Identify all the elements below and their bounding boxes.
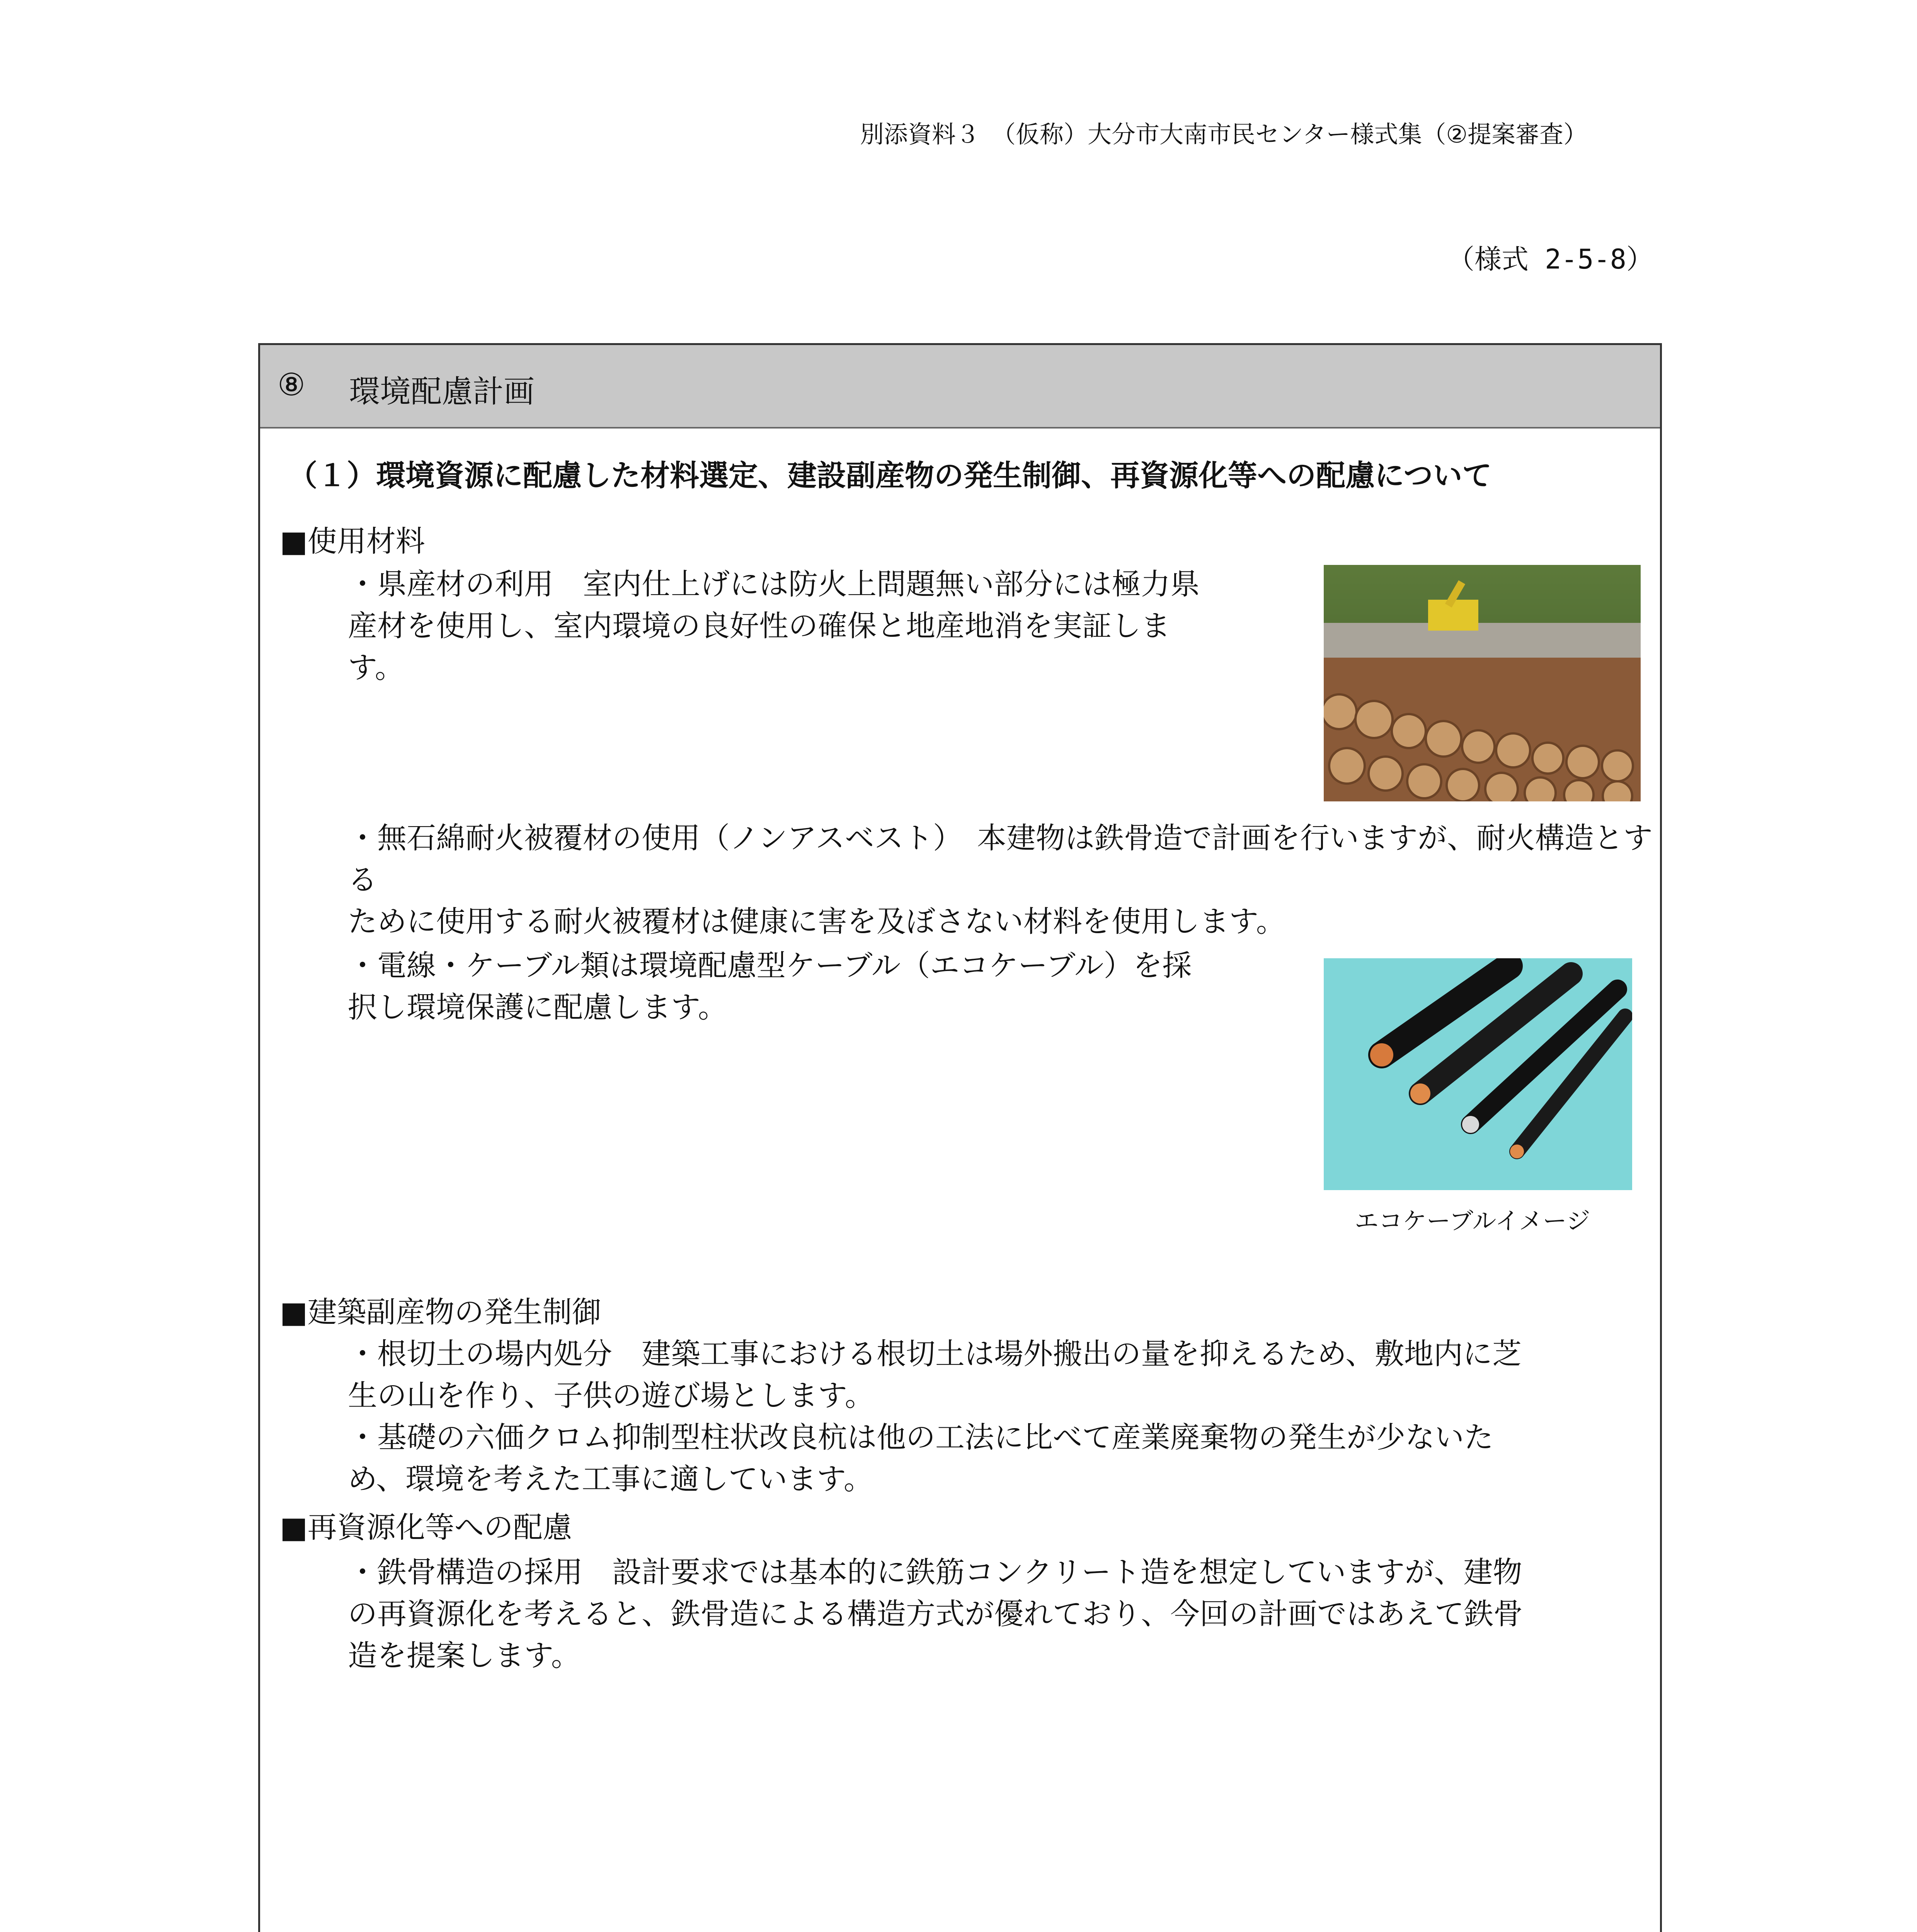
recycling-text xyxy=(348,1551,1662,1677)
text-line: の再資源化を考えると、鉄骨造による構造方式が優れており、今回の計画ではあえて鉄骨 xyxy=(348,1597,1523,1631)
section-title-bar xyxy=(260,345,1660,429)
recycling-heading: ■再資源化等への配慮 xyxy=(280,1510,572,1544)
text-line: 産材を使用し、室内環境の良好性の確保と地産地消を実証しま xyxy=(348,609,1170,643)
text-line: ために使用する耐火被覆材は健康に害を及ぼさない材料を使用します。 xyxy=(348,904,1285,939)
text-line: ・基礎の六価クロム抑制型柱状改良杭は他の工法に比べて産業廃棄物の発生が少ないた xyxy=(348,1420,1493,1454)
text-line: め、環境を考えた工事に適しています。 xyxy=(348,1462,873,1496)
text-line: 造を提案します。 xyxy=(348,1638,581,1673)
text-line: 択し環境保護に配慮します。 xyxy=(348,990,727,1024)
material-item-eco-cable xyxy=(348,945,1314,1028)
form-number: （様式 2-5-8） xyxy=(1447,243,1653,275)
material-item-non-asbestos xyxy=(348,817,1662,942)
section-title: 環境配慮計画 xyxy=(349,374,535,410)
materials-heading: ■使用材料 xyxy=(280,524,425,558)
text-line: す。 xyxy=(348,650,404,685)
text-line: ・根切土の場内処分 建築工事における根切土は場外搬出の量を抑えるため、敷地内に芝 xyxy=(348,1337,1522,1371)
eco-cable-caption: エコケーブルイメージ xyxy=(1355,1207,1590,1235)
section-number: ⑧ xyxy=(278,367,305,403)
eco-cable-photo xyxy=(1324,958,1632,1190)
byproducts-heading: ■建築副産物の発生制御 xyxy=(280,1295,601,1329)
byproducts-text xyxy=(348,1333,1662,1500)
document-header: 別添資料３ （仮称）大分市大南市民センター様式集（②提案審査） xyxy=(860,120,1588,148)
text-line: ・電線・ケーブル類は環境配慮型ケーブル（エコケーブル）を採 xyxy=(348,948,1192,983)
part1-heading: （１）環境資源に配慮した材料選定、建設副産物の発生制御、再資源化等への配慮について xyxy=(288,458,1492,493)
text-line: ・鉄骨構造の採用 設計要求では基本的に鉄筋コンクリート造を想定していますが、建物 xyxy=(348,1555,1522,1589)
text-line: ・県産材の利用 室内仕上げには防火上問題無い部分には極力県 xyxy=(348,567,1200,601)
timber-logs-photo xyxy=(1324,565,1641,801)
material-item-prefectural-wood xyxy=(348,563,1314,689)
text-line: ・無石綿耐火被覆材の使用（ノンアスベスト） 本建物は鉄骨造で計画を行いますが、耐火構造とする xyxy=(348,821,1653,897)
text-line: 生の山を作り、子供の遊び場とします。 xyxy=(348,1378,874,1413)
